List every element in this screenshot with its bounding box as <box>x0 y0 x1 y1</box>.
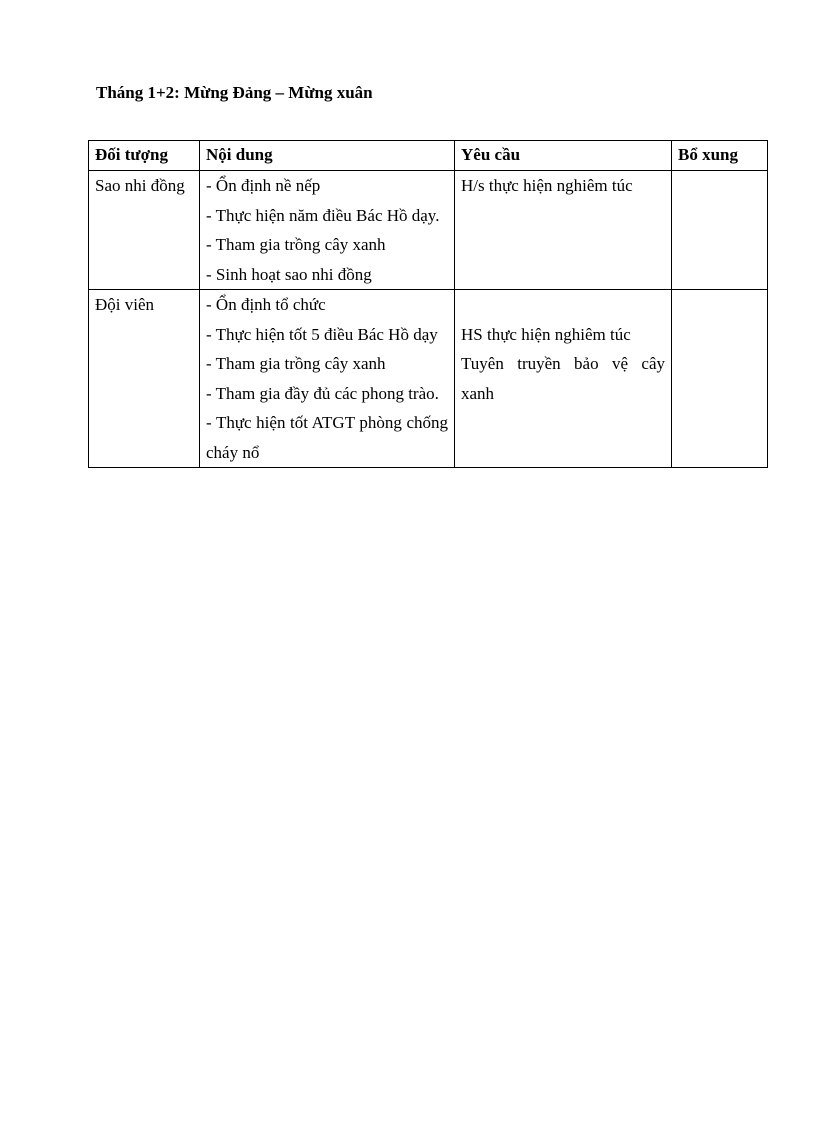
content-line: - Tham gia trồng cây xanh <box>206 354 386 373</box>
activity-table <box>88 140 768 468</box>
content-line: - Tham gia đầy đủ các phong trào. <box>206 383 439 403</box>
page-title: Tháng 1+2: Mừng Đảng – Mừng xuân <box>96 83 373 102</box>
requirement-line: H/s thực hiện nghiêm túc <box>461 176 633 195</box>
header-subject: Đối tượng <box>89 141 200 171</box>
content-line: - Sinh hoạt sao nhi đồng <box>206 264 372 284</box>
row-requirements <box>455 171 672 290</box>
table-row <box>89 171 768 290</box>
header-note: Bổ xung <box>672 141 768 171</box>
content-line: - Ổn định nề nếp <box>206 176 321 195</box>
row-content <box>200 290 455 468</box>
content-line: - Thực hiện tốt ATGT phòng chống cháy nổ <box>206 413 448 462</box>
content-line: - Thực hiện tốt 5 điều Bác Hồ dạy <box>206 324 438 344</box>
table-header-row <box>89 141 768 171</box>
row-note <box>672 171 768 290</box>
content-line: - Thực hiện năm điều Bác Hồ dạy. <box>206 205 440 225</box>
table-row <box>89 290 768 468</box>
row-note <box>672 290 768 468</box>
row-content <box>200 171 455 290</box>
row-requirements <box>455 290 672 468</box>
header-requirements: Yêu cầu <box>455 141 672 171</box>
content-line: - Ổn định tổ chức <box>206 295 326 314</box>
requirement-line: Tuyên truyền bảo vệ cây xanh <box>461 354 665 403</box>
header-content: Nội dung <box>200 141 455 171</box>
requirement-line: HS thực hiện nghiêm túc <box>461 324 631 344</box>
content-line: - Tham gia trồng cây xanh <box>206 235 386 254</box>
row-subject: Đội viên <box>89 290 200 468</box>
row-subject: Sao nhi đồng <box>89 171 200 290</box>
